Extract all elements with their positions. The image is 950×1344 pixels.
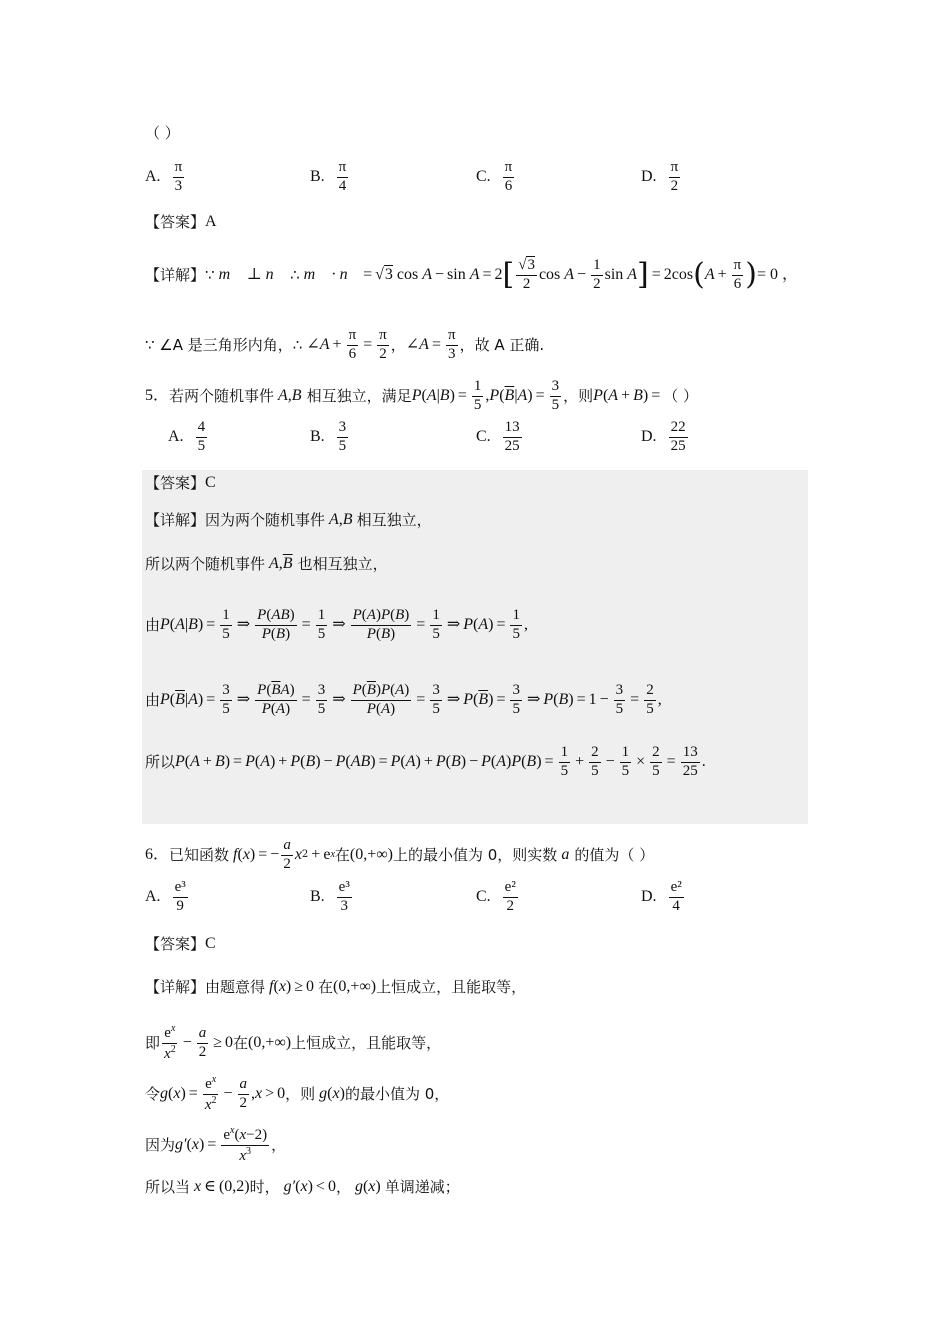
q6-option-a: A. $\frac{\text{e³}}{9}$ <box>145 879 186 914</box>
q6-detail-line1: 【详解】 由题意得 f ( x ) ≥ 0 在 (0,+∞) 上恒成立，且能取等， <box>145 977 527 996</box>
q6-detail-line3: 令 g ( x ) = $\frac{e^x}{x^2}$ − $\frac{a}{2}$ , x > 0 ，则 g ( x ) 的最小值为 0， <box>145 1074 450 1113</box>
q6-stem: 6． 已知函数 f ( x ) = − $\frac{a}{2}$ x 2 + e x 在 (0,+∞) 上的最小值为 0，则实数 a 的值为（ ） <box>145 837 655 872</box>
q6-option-c: C. $\frac{\text{e²}}{2}$ <box>476 879 516 914</box>
q4-option-c: C. $\frac{\pi}{6}$ <box>476 159 513 194</box>
q6-detail-line4: 因为 g′ ( x ) = $\frac{e^x(x-2)}{x^3}$ ， <box>145 1125 287 1164</box>
q4-option-a: A. $\frac{\pi}{3}$ <box>145 159 183 194</box>
q5-option-b: B. $\frac{3}{5}$ <box>310 419 347 454</box>
q5-detail-line4: 由 P ( $\overline{B}$ | A ) = $\frac{3}{5}$ ⇒ $\frac{P(\overline{B}A)}{P(A)}$ = $\frac{3}{5}$ ⇒ $\frac{P(\overline{B})P(A)}{P(A)}$ = $\frac{3}{5}$ ⇒ P ( $\overline{B}$ ) = $\frac{3}{5}$ ⇒ P ( B ) = 1 − $\frac{3}{5}$ = $\frac{2}{5}$ , <box>145 682 662 717</box>
q6-detail-line5: 所以当 x ∈ (0,2) 时， g′ ( x ) < 0 ， g ( x ) 单调递减； <box>145 1177 460 1196</box>
q4-paren: （ ） <box>145 124 180 142</box>
q5-detail-line1: 【详解】 因为两个随机事件 A,B 相互独立， <box>145 510 432 529</box>
q5-stem: 5． 若两个随机事件 A,B 相互独立，满足 P ( A | B ) = $\frac{1}{5}$ , P ( $\overline{B}$ | A ) = $\frac{3}{5}$ ，则 P ( A + B ) = （ ） <box>145 378 699 413</box>
q6-option-d: D. $\frac{\text{e²}}{4}$ <box>641 879 682 914</box>
q5-answer: 【答案】 C <box>145 473 216 492</box>
q5-detail-line5: 所以 P ( A + B ) = P ( A ) + P ( B ) − P ( AB ) = P ( A ) + P ( B ) − P ( A ) P ( B ) = $\frac{1}{5}$ + $\frac{2}{5}$ − $\frac{1}{5}$ × $\frac{2}{5}$ = $\frac{13}{25}$ . <box>145 744 706 779</box>
q6-detail-line2: 即 $\frac{e^x}{x^2}$ − $\frac{a}{2}$ ≥ 0 在 (0,+∞) 上恒成立，且能取等， <box>145 1023 442 1062</box>
q6-option-b: B. $\frac{\text{e³}}{3}$ <box>310 879 350 914</box>
q4-detail-line2: ∵ ∠A 是三角形内角，∴ ∠ A + $\frac{\pi}{6}$ = $\frac{\pi}{2}$ ， ∠ A = $\frac{\pi}{3}$ ，故 A 正确. <box>145 327 545 362</box>
q5-detail-line3: 由 P ( A | B ) = $\frac{1}{5}$ ⇒ $\frac{P(AB)}{P(B)}$ = $\frac{1}{5}$ ⇒ $\frac{P(A)P(B)}{P(B)}$ = $\frac{1}{5}$ ⇒ P ( A ) = $\frac{1}{5}$ , <box>145 607 528 642</box>
q5-option-d: D. $\frac{22}{25}$ <box>641 419 686 454</box>
q6-answer: 【答案】 C <box>145 934 216 953</box>
q4-detail-line1: 【详解】 ∵ m⃗ ⊥ n⃗ ∴ m⃗ · n⃗ = √3 cos A − sin A = 2 [ $\frac{√3}{2}$ cos A − $\frac{1}{2}$ sin A ] = 2cos ( A + $\frac{\pi}{6}$ ) = 0 ， <box>145 257 798 293</box>
q5-option-a: A. $\frac{4}{5}$ <box>168 419 206 454</box>
q4-option-d: D. $\frac{\pi}{2}$ <box>641 159 679 194</box>
q4-option-b: B. $\frac{\pi}{4}$ <box>310 159 347 194</box>
q5-option-c: C. $\frac{13}{25}$ <box>476 419 520 454</box>
q4-answer: 【答案】 A <box>145 212 217 231</box>
q5-detail-line2: 所以两个随机事件 A, $\overline{B}$ 也相互独立， <box>145 554 388 573</box>
